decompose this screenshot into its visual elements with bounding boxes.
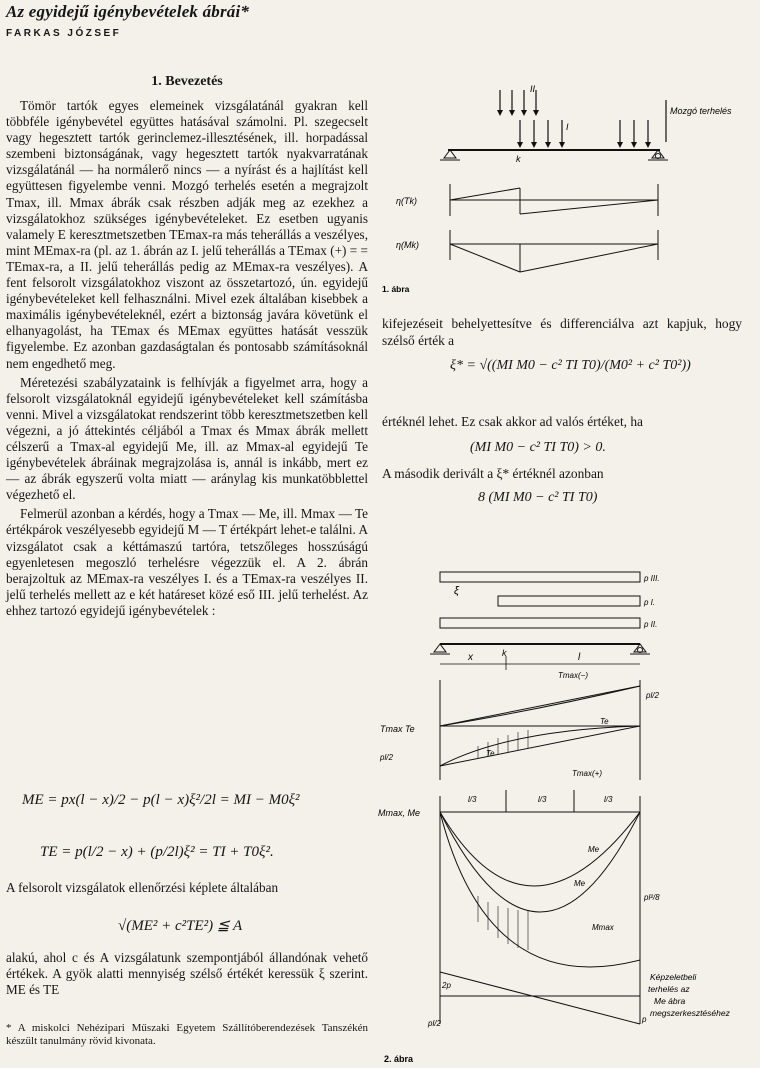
figure-2-shear-diagram (440, 680, 640, 780)
figure-2-pl2-bottom: pl/2 (428, 1019, 441, 1028)
figure-1-moment-influence (450, 230, 658, 272)
equation-condition: (MI M0 − c² TI T0) > 0. (470, 440, 606, 455)
right-text-derive: kifejezéseit behelyettesítve és differenciálva azt kapjuk, hogy szélső érték a (382, 316, 742, 348)
right-text-real: értéknél lehet. Ez csak akkor ad valós értéket, ha (382, 414, 643, 429)
paragraph-regulations: Méretezési szabályzataink is felhívják a figyelmet arra, hogy a felsorolt vizsgálatoknál egyidejű igénybevételeket kell számításba venni. Mivel a vizsgálatokat rendszerint több keresztmetszetben kell végezni, a jó áttekintés céljából a Tmax és Mmax ábrák mellett célszerű a Tmax-al egyidejű Me, ill. az Mmax-al egyidejű Te igénybevételek ábráinak megrajzolása is, annál is inkább, mert ez — az ábrák egyszerű volta miatt — aránylag kis munkatöbblettel végezhető el. (6, 374, 368, 503)
paragraph-intro: Tömör tartók egyes elemeinek vizsgálatánál gyakran kell többféle igénybevétel együttes hatásával számolni. Pl. szegecselt vagy hegesztett tartók gerinclemez-illesztésének, ill. horpadással szembeni biztonságának, vagy hegesztett tartók nyakvarratának vizsgálatánál — ha normálerő nincs — a nyírást és a hajlítást kell együttesen figyelembe venni. Mozgó terhelés esetén a megrajzolt Tmax, ill. Mmax ábrák csak részben adják meg az ezekhez a vizsgálatokhoz szükséges igénybevételeket. Ez esetben ugyanis valamely E keresztmetszetben TEmax-ra más teherállás a veszélyes, mint MEmax-ra (pl. az 1. ábrán az I. jelű teherállás a TEmax (+) = = TEmax-ra, a II. jelű teherállás pedig az MEmax-ra veszélyes). A fent felsorolt vizsgálatokhoz viszont az összetartozó, ún. egyidejű igénybevételeket kell felhasználni. Mivel ezek általában kisebbek a maximális igénybevételeknél, ezért a biztonság javára követünk el elhanyagolást, ha TEmax és MEmax együttes hatását vesszük figyelembe. Ez azonban gazdaságtalan és pontosabb számításoknál nem engedhető meg. (6, 98, 368, 371)
svg-text:terhelés az: terhelés az (648, 984, 690, 994)
figure-2-pIII: p III. (644, 574, 660, 583)
svg-text:megszerkesztéséhez: megszerkesztéséhez (650, 1008, 730, 1018)
figure-2-imaginary-load (440, 972, 640, 1024)
paragraph-question: Felmerül azonban a kérdés, hogy a Tmax — Me, ill. Mmax — Te értékpárok veszélyesebb egyidejű M — T értékpárt lehet-e találni. A vizsgálatot csak a kéttámaszú tartóra, tetszőleges hosszúságú egyenletesen megoszló terhelésre végezzük el. A 2. ábrán berajzoltuk az MEmax-ra veszélyes I. és a TEmax-ra veszélyes II. jelű terhelés mellett az e két határeset közé eső III. jelű terhelést. Az ehhez tartozó egyidejű igénybevételek : (6, 506, 368, 618)
figure-2-pl2-right: pl/2 (646, 691, 659, 700)
figure-1-load-arrows (500, 90, 666, 142)
footnote: * A miskolci Nehézipari Műszaki Egyetem Szállítóberendezések Tanszékén készült tanulmány rövid kivonata. (6, 1022, 368, 1047)
equation-check: √(ME² + c²TE²) ≦ A (118, 918, 243, 934)
figure-2-l3-c: l/3 (604, 795, 613, 804)
figure-2-pII: p II. (644, 620, 658, 629)
figure-1-label-I: I (566, 122, 569, 132)
figure-2-te-lower: Te (486, 749, 495, 758)
left-column (6, 98, 368, 619)
figure-2-me-mid: Me (574, 879, 586, 888)
figure-2-note (648, 972, 731, 1018)
figure-2-moment-diagram (440, 790, 640, 990)
figure-2-tmax-plus: Tmax(+) (572, 769, 602, 778)
figure-1-label-II: II (530, 84, 536, 94)
figure-2-me-right: Me (588, 845, 600, 854)
svg-text:Me ábra: Me ábra (654, 996, 686, 1006)
figure-1-supports (440, 150, 668, 160)
figure-2-load-bars (440, 572, 640, 628)
figure-1-caption: 1. ábra (382, 284, 410, 294)
right-text-second-derivative: A második derivált a ξ* értéknél azonban (382, 466, 604, 481)
figure-2-tmax-label: Tmax Te (380, 724, 415, 734)
figure-2-x: x (468, 652, 473, 663)
paragraph-check-formula: A felsorolt vizsgálatok ellenőrzési képlete általában (6, 880, 279, 895)
equation-second-derivative: 8 (MI M0 − c² TI T0) (478, 490, 598, 505)
article-author: FARKAS JÓZSEF (6, 28, 122, 39)
figure-2 (378, 560, 760, 1068)
figure-2-pl2-8: pl²/8 (644, 893, 660, 902)
figure-1-label-k: k (516, 154, 521, 164)
figure-2-pI: p I. (644, 598, 656, 607)
paragraph-extremum: alakú, ahol c és A vizsgálatunk szempontjából állandónak vehető értékek. A gyök alatti mennyiség szélső értékét keressük ξ szerint. ME és TE (6, 950, 368, 998)
figure-1 (380, 80, 760, 300)
figure-2-two-p: 2p (442, 981, 451, 990)
figure-2-k: k (502, 648, 507, 658)
figure-2-l3-b: l/3 (538, 795, 547, 804)
figure-1-eta-m: η(Mk) (396, 240, 419, 250)
equation-shear: TE = p(l/2 − x) + (p/2l)ξ² = TI + T0ξ². (40, 844, 274, 860)
equation-moment: ME = px(l − x)/2 − p(l − x)ξ²/2l = MI − M0ξ² (22, 792, 300, 808)
figure-2-mmax: Mmax (592, 923, 614, 932)
figure-2-pl2-left: pl/2 (380, 753, 393, 762)
figure-2-te-upper: Te (600, 717, 609, 726)
figure-1-load-label: Mozgó terhelés (670, 106, 732, 116)
figure-2-moment-hatch (478, 896, 528, 950)
figure-2-tmax-minus: Tmax(−) (558, 671, 588, 680)
figure-2-supports (430, 644, 650, 654)
figure-2-l: l (578, 652, 581, 663)
equation-xi-star: ξ* = √((MI M0 − c² TI T0)/(M0² + c² T0²)) (450, 358, 691, 373)
figure-2-xi: ξ (454, 585, 459, 597)
section-heading: 1. Bevezetés (151, 74, 223, 89)
figure-1-eta-t: η(Tk) (396, 196, 417, 206)
svg-text:Képzeletbeli: Képzeletbeli (650, 972, 697, 982)
article-title: Az egyidejű igénybevételek ábrái* (6, 2, 250, 21)
figure-2-caption: 2. ábra (384, 1054, 414, 1064)
figure-2-m-label: Mmax, Me (378, 808, 421, 818)
figure-2-p-right: p (642, 1015, 647, 1024)
figure-2-l3-a: l/3 (468, 795, 477, 804)
figure-1-shear-influence (450, 184, 658, 216)
